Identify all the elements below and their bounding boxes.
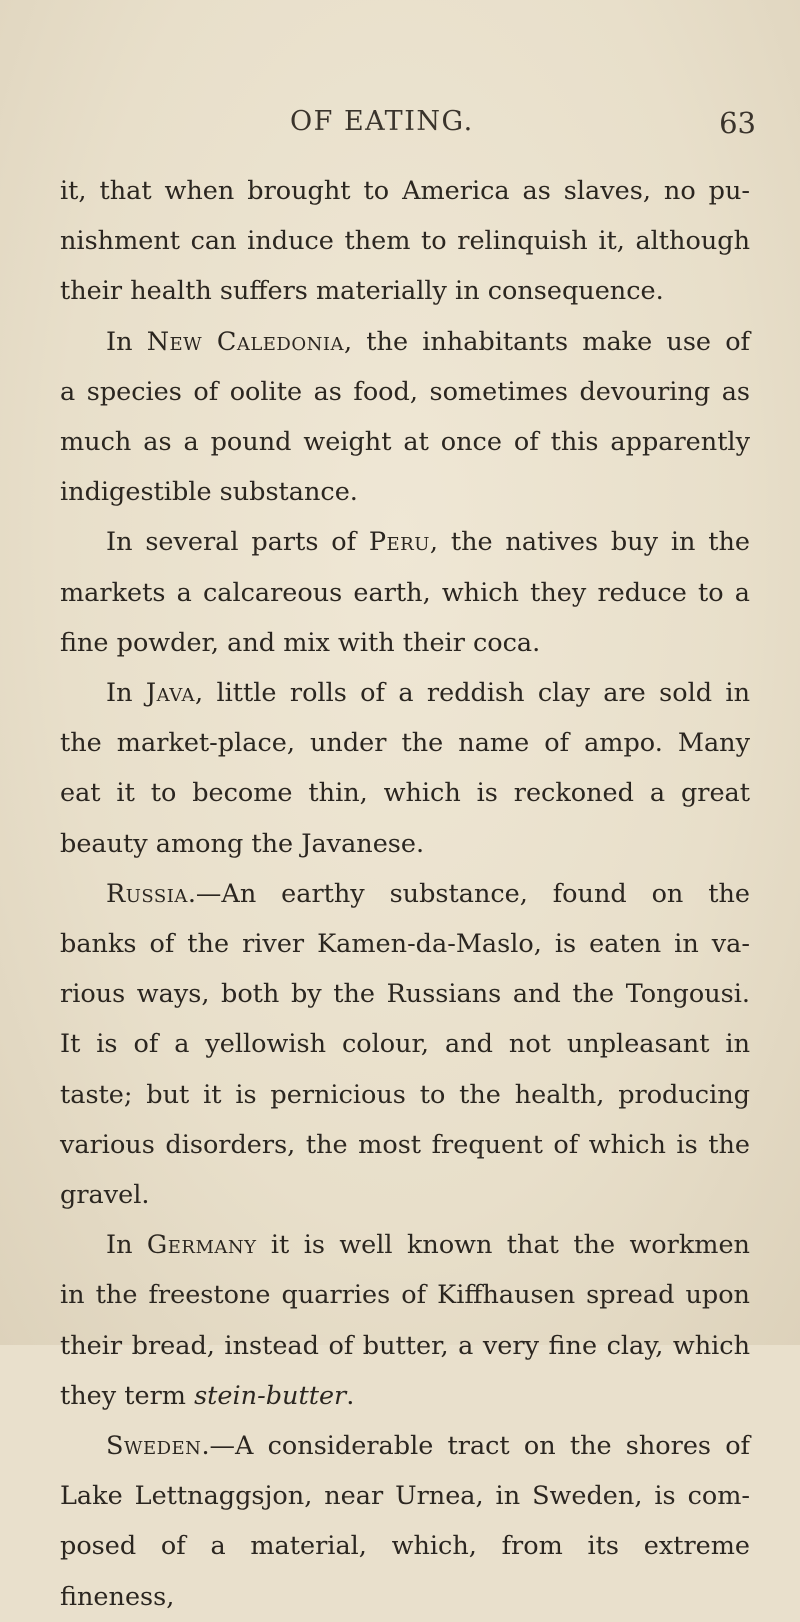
page-number: 63 bbox=[719, 106, 756, 140]
place-name: Sweden bbox=[106, 1431, 202, 1462]
italic-term: stein-butter bbox=[194, 1380, 347, 1411]
paragraph bbox=[60, 869, 750, 1220]
body-text bbox=[60, 166, 750, 1622]
place-name: Russia bbox=[106, 878, 188, 909]
text-line: the market-place, under the name of ampo. Many bbox=[60, 728, 750, 759]
page-header bbox=[60, 106, 760, 162]
text-line: In Germany it is well known that the workmen bbox=[106, 1230, 750, 1261]
text-line: fine powder, and mix with their coca. bbox=[60, 627, 541, 658]
text-line: taste; but it is pernicious to the health, producing bbox=[60, 1079, 750, 1110]
text-line: In several parts of Peru, the natives buy in the bbox=[106, 527, 751, 558]
running-head: OF EATING. bbox=[290, 106, 474, 137]
text-line: markets a calcareous earth, which they reduce to a bbox=[60, 577, 750, 608]
text-line: Russia.—An earthy substance, found on the bbox=[106, 878, 750, 909]
text-line: gravel. bbox=[60, 1180, 150, 1211]
text-line: in the freestone quarries of Kiffhausen spread upon bbox=[60, 1280, 750, 1311]
text-line: various disorders, the most frequent of which is the bbox=[60, 1129, 750, 1160]
text-line: Sweden.—A considerable tract on the shores of bbox=[106, 1431, 750, 1462]
text-line: indigestible substance. bbox=[60, 477, 358, 508]
text-line: rious ways, both by the Russians and the Tongousi. bbox=[60, 979, 750, 1010]
place-name: New Caledonia bbox=[146, 326, 344, 357]
place-name: Peru bbox=[368, 527, 430, 558]
place-name: Java bbox=[145, 678, 195, 709]
paragraph bbox=[60, 166, 750, 317]
paragraph bbox=[60, 517, 750, 668]
text-line: their health suffers materially in consequence. bbox=[60, 276, 664, 307]
text-line: posed of a material, which, from its extreme fineness, bbox=[60, 1531, 750, 1612]
text-line: they term stein-butter. bbox=[60, 1380, 355, 1411]
text-line: It is of a yellowish colour, and not unpleasant in bbox=[60, 1029, 750, 1060]
text-line: their bread, instead of butter, a very fine clay, which bbox=[60, 1330, 750, 1361]
text-line: a species of oolite as food, sometimes devouring as bbox=[60, 376, 750, 407]
text-line: In Java, little rolls of a reddish clay are sold in bbox=[106, 678, 750, 709]
text-line: banks of the river Kamen-da-Maslo, is eaten in va- bbox=[60, 929, 750, 960]
text-line: nishment can induce them to relinquish it, although bbox=[60, 226, 750, 257]
paragraph bbox=[60, 1421, 750, 1622]
text-line: Lake Lettnaggsjon, near Urnea, in Sweden, is com- bbox=[60, 1481, 750, 1512]
text-line: In New Caledonia, the inhabitants make use of bbox=[106, 326, 750, 357]
text-line: much as a pound weight at once of this apparently bbox=[60, 427, 750, 458]
place-name: Germany bbox=[146, 1230, 257, 1261]
text-line: it, that when brought to America as slaves, no pu- bbox=[60, 176, 750, 206]
text-line: beauty among the Javanese. bbox=[60, 828, 425, 859]
paragraph bbox=[60, 1220, 750, 1421]
text-line: eat it to become thin, which is reckoned a great bbox=[60, 778, 750, 809]
paragraph bbox=[60, 317, 750, 518]
paragraph bbox=[60, 668, 750, 869]
